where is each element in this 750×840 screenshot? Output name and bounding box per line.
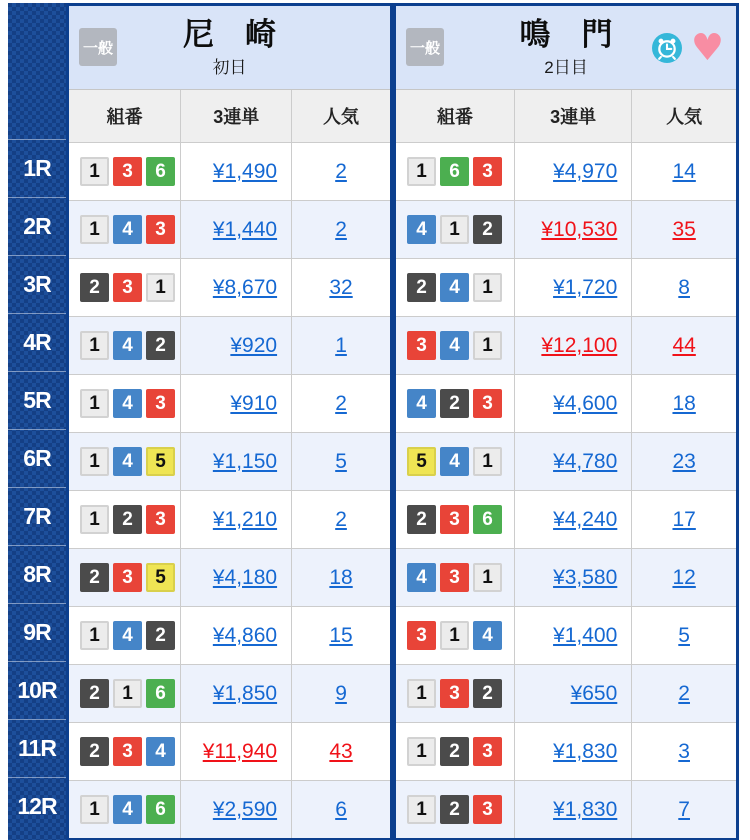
result-row <box>396 258 736 316</box>
combo-cell <box>69 201 181 258</box>
combo-cell <box>396 317 515 374</box>
combo-cell <box>396 491 515 548</box>
popularity-cell <box>632 433 736 490</box>
popularity-cell <box>292 375 390 432</box>
boat-number-box-5: 5 <box>146 447 175 476</box>
payout-cell <box>181 491 292 548</box>
popularity-cell <box>632 491 736 548</box>
combo-cell <box>69 607 181 664</box>
result-row <box>396 490 736 548</box>
popularity-link[interactable]: 43 <box>329 739 353 763</box>
boat-number-box-3: 3 <box>440 563 469 592</box>
boat-number-box-3: 3 <box>113 563 142 592</box>
payout-cell <box>515 143 632 200</box>
result-row <box>69 548 390 606</box>
popularity-link[interactable]: 7 <box>678 797 690 821</box>
boat-number-box-1: 1 <box>407 737 436 766</box>
combo-cell <box>69 433 181 490</box>
result-row <box>396 432 736 490</box>
popularity-link[interactable]: 2 <box>335 217 347 241</box>
alarm-clock-icon <box>652 33 682 63</box>
boat-number-box-1: 1 <box>407 157 436 186</box>
boat-number-box-2: 2 <box>80 563 109 592</box>
popularity-link[interactable]: 23 <box>672 449 696 473</box>
popularity-link[interactable]: 5 <box>678 623 690 647</box>
payout-cell <box>515 491 632 548</box>
boat-number-box-3: 3 <box>146 215 175 244</box>
venue-day-label: 2日目 <box>544 58 588 78</box>
popularity-link[interactable]: 2 <box>335 507 347 531</box>
venue-header <box>396 6 736 90</box>
popularity-cell <box>292 201 390 258</box>
result-row <box>69 606 390 664</box>
race-number-label: 5R <box>8 371 66 429</box>
favorite-heart-icon[interactable]: ♥ <box>690 26 724 69</box>
boat-number-box-3: 3 <box>146 505 175 534</box>
boat-number-box-1: 1 <box>440 215 469 244</box>
payout-cell <box>515 201 632 258</box>
boat-number-box-4: 4 <box>440 331 469 360</box>
boat-number-box-3: 3 <box>113 737 142 766</box>
boat-number-box-6: 6 <box>146 157 175 186</box>
boat-number-box-4: 4 <box>113 447 142 476</box>
popularity-link[interactable]: 2 <box>335 159 347 183</box>
boat-number-box-2: 2 <box>80 737 109 766</box>
popularity-cell <box>632 607 736 664</box>
boat-number-box-1: 1 <box>473 331 502 360</box>
payout-cell <box>515 665 632 722</box>
combo-cell <box>69 143 181 200</box>
payout-cell <box>515 375 632 432</box>
boat-number-box-4: 4 <box>407 563 436 592</box>
boat-number-box-1: 1 <box>440 621 469 650</box>
column-header-sanrentan: 3連単 <box>515 90 632 142</box>
venue-name: 尼 崎 <box>183 16 276 52</box>
popularity-link[interactable]: 12 <box>672 565 696 589</box>
boat-number-box-6: 6 <box>146 679 175 708</box>
column-header-row <box>396 90 736 142</box>
boat-number-box-3: 3 <box>473 737 502 766</box>
popularity-cell <box>632 723 736 780</box>
payout-cell <box>515 723 632 780</box>
boat-number-box-3: 3 <box>113 273 142 302</box>
boat-number-box-4: 4 <box>440 447 469 476</box>
combo-cell <box>69 259 181 316</box>
popularity-cell <box>292 723 390 780</box>
combo-cell <box>69 665 181 722</box>
payout-link[interactable]: ¥1,150 <box>212 449 278 473</box>
payout-link[interactable]: ¥1,720 <box>553 275 618 299</box>
payout-link[interactable]: ¥910 <box>230 391 278 415</box>
payout-cell <box>181 259 292 316</box>
column-header-kumiban: 組番 <box>396 90 515 142</box>
popularity-link[interactable]: 32 <box>329 275 353 299</box>
boat-number-box-4: 4 <box>440 273 469 302</box>
payout-cell <box>181 375 292 432</box>
boat-number-box-1: 1 <box>80 331 109 360</box>
payout-link[interactable]: ¥11,940 <box>202 739 278 763</box>
boat-number-box-2: 2 <box>473 215 502 244</box>
payout-cell <box>515 607 632 664</box>
results-rows <box>69 142 390 838</box>
race-number-label: 8R <box>8 545 66 603</box>
payout-link[interactable]: ¥4,600 <box>553 391 618 415</box>
boat-number-box-6: 6 <box>473 505 502 534</box>
result-row <box>396 200 736 258</box>
combo-cell <box>396 375 515 432</box>
popularity-link[interactable]: 18 <box>672 391 696 415</box>
race-number-label: 6R <box>8 429 66 487</box>
race-number-label: 3R <box>8 255 66 313</box>
payout-link[interactable]: ¥1,400 <box>553 623 618 647</box>
venue-name: 鳴 門 <box>519 16 613 52</box>
boat-number-box-3: 3 <box>473 795 502 824</box>
payout-link[interactable]: ¥4,240 <box>553 507 618 531</box>
results-table <box>8 3 750 840</box>
payout-cell <box>515 781 632 838</box>
boat-number-box-2: 2 <box>473 679 502 708</box>
popularity-cell <box>632 549 736 606</box>
payout-link[interactable]: ¥1,440 <box>212 217 278 241</box>
result-row <box>69 664 390 722</box>
popularity-link[interactable]: 44 <box>672 333 696 357</box>
boat-number-box-3: 3 <box>473 389 502 418</box>
popularity-link[interactable]: 14 <box>672 159 696 183</box>
boat-number-box-2: 2 <box>440 389 469 418</box>
grade-badge: 一般 <box>79 28 117 66</box>
popularity-link[interactable]: 1 <box>335 333 347 357</box>
boat-number-box-4: 4 <box>113 331 142 360</box>
combo-cell <box>396 201 515 258</box>
boat-number-box-1: 1 <box>80 215 109 244</box>
payout-link[interactable]: ¥1,830 <box>553 797 618 821</box>
column-header-ninki: 人気 <box>323 107 360 127</box>
result-row <box>396 664 736 722</box>
boat-number-box-1: 1 <box>113 679 142 708</box>
result-row <box>396 316 736 374</box>
payout-cell <box>181 317 292 374</box>
boat-number-box-1: 1 <box>473 447 502 476</box>
payout-cell <box>181 665 292 722</box>
race-number-label: 12R <box>8 777 66 835</box>
popularity-link[interactable]: 15 <box>329 623 353 647</box>
popularity-cell <box>292 665 390 722</box>
payout-link[interactable]: ¥920 <box>230 333 278 357</box>
popularity-cell <box>632 317 736 374</box>
payout-link[interactable]: ¥10,530 <box>541 217 618 241</box>
result-row <box>396 548 736 606</box>
popularity-cell <box>292 143 390 200</box>
result-row <box>69 490 390 548</box>
combo-cell <box>69 549 181 606</box>
venue-header <box>69 6 390 90</box>
combo-cell <box>69 317 181 374</box>
venue-day-label: 初日 <box>212 58 247 78</box>
venue-header-icons <box>652 26 724 69</box>
payout-link[interactable]: ¥650 <box>570 681 618 705</box>
popularity-cell <box>292 491 390 548</box>
boat-number-box-2: 2 <box>407 273 436 302</box>
combo-cell <box>69 781 181 838</box>
payout-cell <box>181 143 292 200</box>
combo-cell <box>69 375 181 432</box>
popularity-cell <box>292 259 390 316</box>
popularity-cell <box>632 665 736 722</box>
race-number-column <box>8 3 66 840</box>
boat-number-box-4: 4 <box>407 215 436 244</box>
race-number-label: 11R <box>8 719 66 777</box>
race-number-label: 10R <box>8 661 66 719</box>
popularity-cell <box>292 607 390 664</box>
combo-cell <box>396 143 515 200</box>
results-rows <box>396 142 736 838</box>
combo-cell <box>69 491 181 548</box>
boat-number-box-4: 4 <box>113 389 142 418</box>
payout-link[interactable]: ¥4,780 <box>553 449 618 473</box>
payout-link[interactable]: ¥2,590 <box>212 797 278 821</box>
boat-number-box-1: 1 <box>80 447 109 476</box>
result-row <box>69 142 390 200</box>
boat-number-box-2: 2 <box>440 737 469 766</box>
result-row <box>69 200 390 258</box>
popularity-cell <box>292 317 390 374</box>
boat-number-box-1: 1 <box>407 679 436 708</box>
race-number-label: 2R <box>8 197 66 255</box>
boat-number-box-1: 1 <box>80 389 109 418</box>
payout-cell <box>515 433 632 490</box>
popularity-link[interactable]: 35 <box>672 217 696 241</box>
popularity-cell <box>632 143 736 200</box>
boat-number-box-4: 4 <box>473 621 502 650</box>
boat-number-box-2: 2 <box>146 331 175 360</box>
combo-cell <box>396 607 515 664</box>
boat-number-box-3: 3 <box>473 157 502 186</box>
popularity-link[interactable]: 5 <box>335 449 347 473</box>
payout-cell <box>181 607 292 664</box>
result-row <box>69 432 390 490</box>
popularity-link[interactable]: 3 <box>678 739 690 763</box>
boat-number-box-4: 4 <box>113 621 142 650</box>
boat-number-box-2: 2 <box>113 505 142 534</box>
boat-number-box-1: 1 <box>80 157 109 186</box>
race-number-label: 4R <box>8 313 66 371</box>
boat-number-box-4: 4 <box>407 389 436 418</box>
payout-cell <box>181 549 292 606</box>
payout-cell <box>515 317 632 374</box>
result-row <box>396 722 736 780</box>
boat-number-box-6: 6 <box>146 795 175 824</box>
payout-cell <box>515 259 632 316</box>
result-row <box>69 258 390 316</box>
result-row <box>69 722 390 780</box>
payout-cell <box>515 549 632 606</box>
boat-number-box-1: 1 <box>80 795 109 824</box>
payout-link[interactable]: ¥4,180 <box>212 565 278 589</box>
boat-number-box-2: 2 <box>146 621 175 650</box>
boat-number-box-3: 3 <box>407 621 436 650</box>
payout-cell <box>181 433 292 490</box>
grade-badge: 一般 <box>406 28 444 66</box>
combo-cell <box>396 781 515 838</box>
boat-number-box-2: 2 <box>80 679 109 708</box>
boat-number-box-1: 1 <box>80 621 109 650</box>
payout-link[interactable]: ¥1,850 <box>212 681 278 705</box>
column-header-row <box>69 90 390 142</box>
boat-number-box-4: 4 <box>113 215 142 244</box>
popularity-cell <box>292 781 390 838</box>
popularity-link[interactable]: 18 <box>329 565 353 589</box>
race-number-label: 1R <box>8 139 66 197</box>
payout-link[interactable]: ¥1,490 <box>212 159 278 183</box>
race-number-label: 9R <box>8 603 66 661</box>
popularity-link[interactable]: 9 <box>335 681 347 705</box>
payout-link[interactable]: ¥1,830 <box>553 739 618 763</box>
popularity-link[interactable]: 6 <box>335 797 347 821</box>
payout-link[interactable]: ¥1,210 <box>212 507 278 531</box>
payout-link[interactable]: ¥8,670 <box>212 275 278 299</box>
payout-cell <box>181 201 292 258</box>
result-row <box>396 606 736 664</box>
boat-number-box-1: 1 <box>473 273 502 302</box>
combo-cell <box>396 549 515 606</box>
payout-link[interactable]: ¥3,580 <box>553 565 618 589</box>
result-row <box>396 374 736 432</box>
boat-number-box-2: 2 <box>407 505 436 534</box>
boat-number-box-1: 1 <box>473 563 502 592</box>
popularity-cell <box>292 433 390 490</box>
boat-number-box-5: 5 <box>407 447 436 476</box>
boat-number-box-3: 3 <box>146 389 175 418</box>
boat-number-box-3: 3 <box>440 679 469 708</box>
boat-number-box-5: 5 <box>146 563 175 592</box>
column-header-ninki: 人気 <box>666 107 703 127</box>
popularity-cell <box>632 259 736 316</box>
payout-link[interactable]: ¥4,970 <box>553 159 618 183</box>
popularity-cell <box>632 201 736 258</box>
column-header-sanrentan: 3連単 <box>181 90 292 142</box>
boat-number-box-4: 4 <box>146 737 175 766</box>
combo-cell <box>69 723 181 780</box>
race-number-label: 7R <box>8 487 66 545</box>
boat-number-box-2: 2 <box>440 795 469 824</box>
popularity-cell <box>292 549 390 606</box>
result-row <box>69 780 390 838</box>
popularity-link[interactable]: 17 <box>672 507 696 531</box>
boat-number-box-3: 3 <box>440 505 469 534</box>
venue-panel-naruto <box>393 3 739 840</box>
boat-number-box-1: 1 <box>146 273 175 302</box>
combo-cell <box>396 259 515 316</box>
popularity-link[interactable]: 2 <box>678 681 690 705</box>
popularity-cell <box>632 375 736 432</box>
popularity-cell <box>632 781 736 838</box>
boat-number-box-1: 1 <box>407 795 436 824</box>
boat-number-box-2: 2 <box>80 273 109 302</box>
column-header-kumiban: 組番 <box>69 90 181 142</box>
venue-panel-amagasaki <box>66 3 393 840</box>
popularity-link[interactable]: 8 <box>678 275 690 299</box>
payout-cell <box>181 723 292 780</box>
race-column-spacer <box>8 3 66 139</box>
combo-cell <box>396 723 515 780</box>
boat-number-box-3: 3 <box>113 157 142 186</box>
result-row <box>69 316 390 374</box>
result-row <box>69 374 390 432</box>
boat-number-box-1: 1 <box>80 505 109 534</box>
boat-number-box-3: 3 <box>407 331 436 360</box>
payout-cell <box>181 781 292 838</box>
combo-cell <box>396 433 515 490</box>
combo-cell <box>396 665 515 722</box>
boat-number-box-4: 4 <box>113 795 142 824</box>
result-row <box>396 142 736 200</box>
payout-link[interactable]: ¥12,100 <box>541 333 618 357</box>
popularity-link[interactable]: 2 <box>335 391 347 415</box>
boat-number-box-6: 6 <box>440 157 469 186</box>
result-row <box>396 780 736 838</box>
payout-link[interactable]: ¥4,860 <box>212 623 278 647</box>
